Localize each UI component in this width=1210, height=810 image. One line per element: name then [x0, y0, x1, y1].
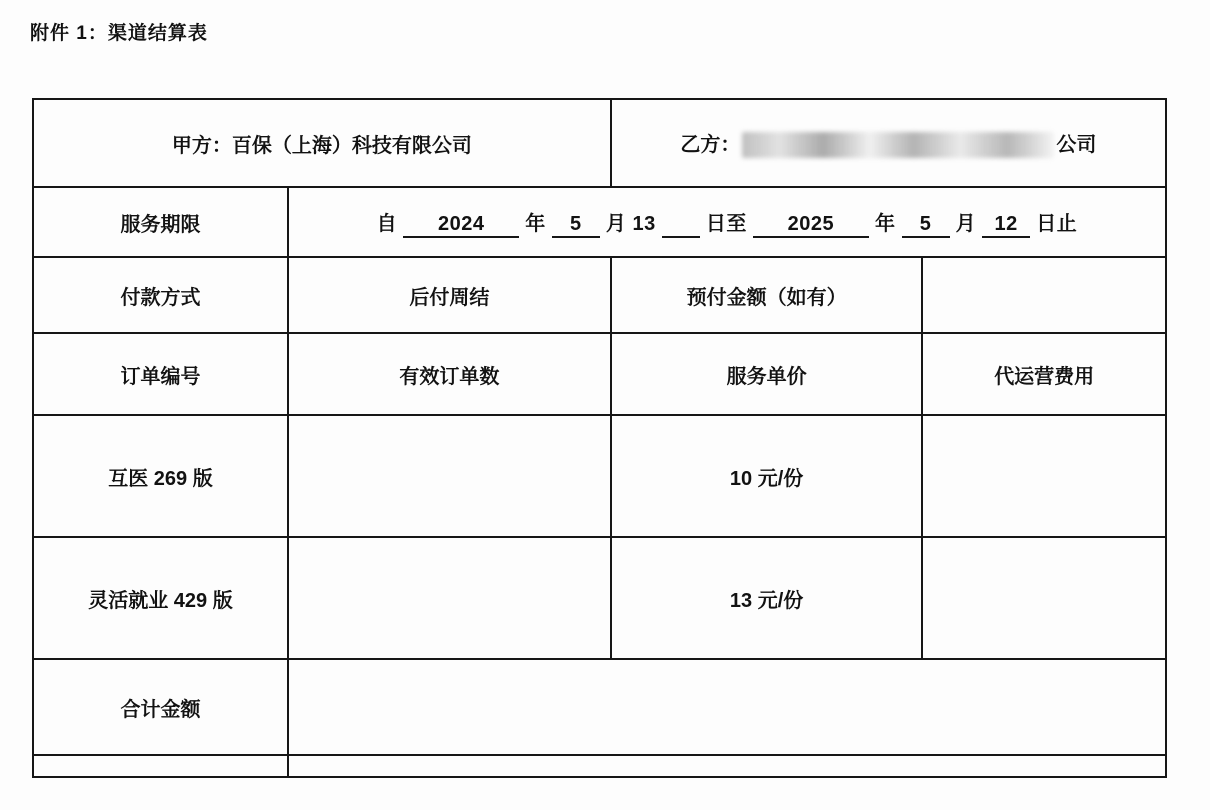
header-order-no: 订单编号	[33, 333, 288, 415]
period-day-unit-1: 日至	[705, 212, 747, 235]
period-month-unit-1: 月	[605, 212, 627, 235]
period-end-year[interactable]: 2025	[753, 213, 869, 238]
row-operation-fee[interactable]	[922, 415, 1166, 537]
row-unit-price: 13 元/份	[611, 537, 923, 659]
settlement-table-container	[32, 98, 1167, 778]
row-order-no: 灵活就业 429 版	[33, 537, 288, 659]
period-from-word: 自	[376, 212, 398, 235]
tail-cell-1	[33, 755, 288, 777]
party-b-cell	[611, 99, 1166, 187]
header-unit-price: 服务单价	[611, 333, 923, 415]
period-year-unit-1: 年	[525, 212, 546, 235]
period-start-day[interactable]: 13	[632, 212, 656, 235]
tail-cell-2	[288, 755, 1166, 777]
table-row-headers	[33, 333, 1166, 415]
service-period-value	[288, 187, 1166, 257]
party-a-cell: 甲方：百保（上海）科技有限公司	[33, 99, 611, 187]
service-period-label: 服务期限	[33, 187, 288, 257]
header-operation-fee: 代运营费用	[922, 333, 1166, 415]
redaction-block	[742, 132, 1054, 158]
header-valid-orders: 有效订单数	[288, 333, 611, 415]
party-b-prefix: 乙方：	[680, 133, 741, 156]
period-end-unit: 日止	[1036, 212, 1078, 235]
period-end-month[interactable]: 5	[902, 213, 950, 238]
total-amount-label: 合计金额	[33, 659, 288, 755]
payment-method-value: 后付周结	[288, 257, 611, 333]
settlement-table	[32, 98, 1167, 778]
table-row	[33, 537, 1166, 659]
row-order-no: 互医 269 版	[33, 415, 288, 537]
payment-method-label: 付款方式	[33, 257, 288, 333]
row-valid-orders[interactable]	[288, 537, 611, 659]
row-unit-price: 10 元/份	[611, 415, 923, 537]
row-operation-fee[interactable]	[922, 537, 1166, 659]
table-row	[33, 415, 1166, 537]
page-title: 附件 1：渠道结算表	[30, 23, 208, 44]
table-row-payment	[33, 257, 1166, 333]
period-start-month[interactable]: 5	[552, 213, 600, 238]
prepay-amount-value[interactable]	[922, 257, 1166, 333]
table-row-parties	[33, 99, 1166, 187]
row-valid-orders[interactable]	[288, 415, 611, 537]
table-row-service-period	[33, 187, 1166, 257]
period-month-unit-2: 月	[955, 212, 977, 235]
period-start-year[interactable]: 2024	[403, 213, 519, 238]
table-row-partial-bottom	[33, 755, 1166, 777]
party-b-suffix: 公司	[1056, 133, 1097, 156]
period-year-unit-2: 年	[874, 212, 896, 235]
period-start-day-blank[interactable]	[662, 213, 700, 238]
prepay-amount-label: 预付金额（如有）	[611, 257, 923, 333]
total-amount-value[interactable]	[288, 659, 1166, 755]
table-row-total	[33, 659, 1166, 755]
period-end-day[interactable]: 12	[982, 213, 1030, 238]
